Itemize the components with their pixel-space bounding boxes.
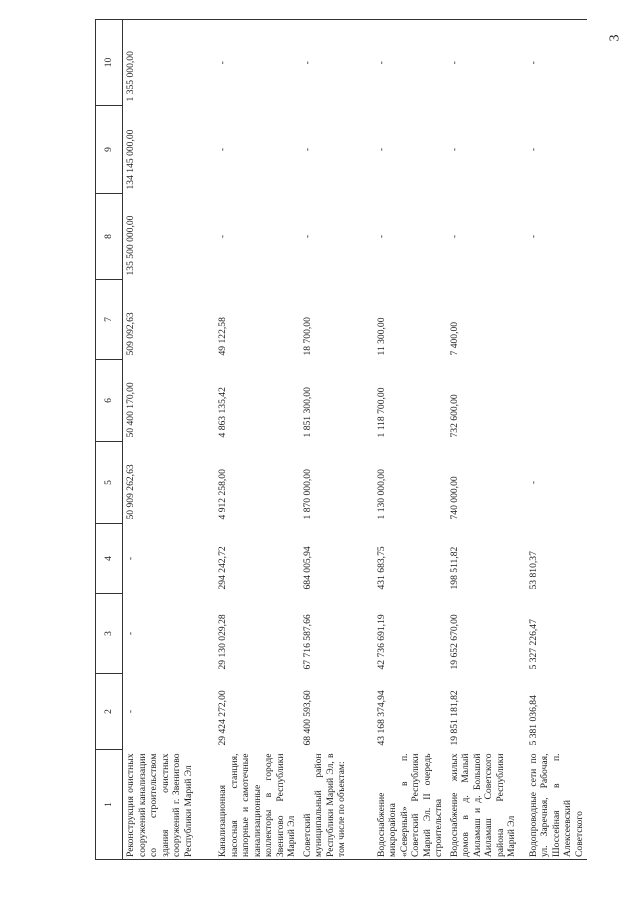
table-cell: - (448, 234, 460, 239)
table-cell: 732 600,00 (448, 394, 460, 438)
table-cell: - (448, 147, 460, 152)
table-cell: 431 683,75 (375, 546, 387, 590)
table-cell: 1 851 300,00 (301, 387, 313, 438)
table-cell: - (125, 631, 136, 636)
table-cell: - (301, 147, 313, 152)
object-name: Реконструкция очистных сооружений канализации со строительством здания очистных сооружений г. Звенигово Республики Марий Эл (123, 750, 216, 860)
table-cell: - (526, 20, 588, 106)
table-cell (526, 280, 588, 360)
table-cell: 68 400 593,60 (301, 690, 313, 746)
table-cell: - (375, 147, 387, 152)
object-name: Водоснабжение жилых домов в д. Малый Аиламаш и д. Большой Аиламаш Советского района Республики Марий Эл (447, 750, 526, 860)
table-cell: 509 092,63 (125, 312, 136, 356)
table-row (300, 20, 374, 860)
table-cell: 7 400,00 (448, 321, 460, 356)
table-cell: 18 700,00 (301, 317, 313, 356)
table-cell: 4 863 135,42 (217, 387, 228, 438)
col-header: 9 (96, 106, 123, 194)
table-cell: 198 511,82 (448, 546, 460, 590)
table-cell: 19 851 181,82 (448, 690, 460, 746)
header-row (96, 20, 123, 860)
table-cell: 134 145 000,00 (125, 129, 136, 190)
table-cell (526, 360, 588, 442)
table-cell: 294 242,72 (217, 546, 228, 590)
table-cell: - (374, 20, 447, 106)
table-cell: - (447, 20, 526, 106)
table-cell: - (125, 556, 136, 561)
table-cell: 4 912 258,00 (217, 469, 228, 520)
table-row (215, 20, 300, 860)
budget-table (95, 19, 587, 860)
table-cell: 5 327 226,47 (527, 619, 539, 670)
table-cell: 50 400 170,00 (125, 382, 136, 438)
table-cell: - (527, 234, 539, 239)
table-cell: 5 381 036,84 (527, 695, 539, 746)
object-name: Водоснабжение микрорайона «Северный» в п. Советский Республики Марий Эл. II очередь строительства (374, 750, 447, 860)
table-cell: 43 168 374,94 (375, 690, 387, 746)
table-cell: 50 909 262,63 (125, 464, 136, 520)
table-cell: 740 000,00 (448, 476, 460, 520)
table-row (526, 20, 588, 860)
object-name: Советский муниципальный район Республики Марий Эл, в том числе по объектам: (300, 750, 374, 860)
col-header: 4 (96, 524, 123, 594)
table-cell: 49 122,58 (217, 317, 228, 356)
table-cell: - (527, 147, 539, 152)
table-cell: - (300, 20, 374, 106)
table-row (123, 20, 216, 860)
table-cell: - (375, 234, 387, 239)
col-header: 10 (96, 20, 123, 106)
col-header: 5 (96, 442, 123, 524)
table-cell: 11 300,00 (375, 317, 387, 356)
table-cell: 1 870 000,00 (301, 469, 313, 520)
col-header: 6 (96, 360, 123, 442)
table-row (447, 20, 526, 860)
object-name: Канализационная насосная станция, напорные и самотечные канализационные коллекторы в городе Звенигово Республики Марий Эл (215, 750, 300, 860)
col-header: 3 (96, 594, 123, 674)
table-cell: - (217, 147, 228, 152)
table-cell: 19 652 670,00 (448, 614, 460, 670)
table-cell: 1 130 000,00 (375, 469, 387, 520)
table-cell: - (215, 20, 300, 106)
table-cell: 684 005,94 (301, 546, 313, 590)
table-cell: 42 736 691,19 (375, 614, 387, 670)
col-header: 2 (96, 674, 123, 750)
table-cell: - (301, 234, 313, 239)
object-name: Водопроводные сети по ул. Заречная, Рабочая, Шоссейная в п. Алексеевский Советского (526, 750, 588, 860)
table-cell: - (125, 709, 136, 714)
table-cell: 135 500 000,00 (125, 215, 136, 276)
col-header: 7 (96, 280, 123, 360)
rotated-table-container (95, 20, 585, 860)
table-cell: 67 716 587,66 (301, 614, 313, 670)
table-cell: - (217, 234, 228, 239)
col-header: 8 (96, 194, 123, 280)
page-number: 3 (607, 34, 623, 42)
table-cell: - (527, 480, 539, 485)
table-cell: 29 130 029,28 (217, 614, 228, 670)
table-cell: 1 118 700,00 (375, 387, 387, 438)
table-cell: 1 355 000,00 (123, 20, 216, 106)
table-row (374, 20, 447, 860)
table-cell: 29 424 272,00 (217, 690, 228, 746)
table-cell: 53 810,37 (527, 551, 539, 590)
col-header: 1 (96, 750, 123, 860)
